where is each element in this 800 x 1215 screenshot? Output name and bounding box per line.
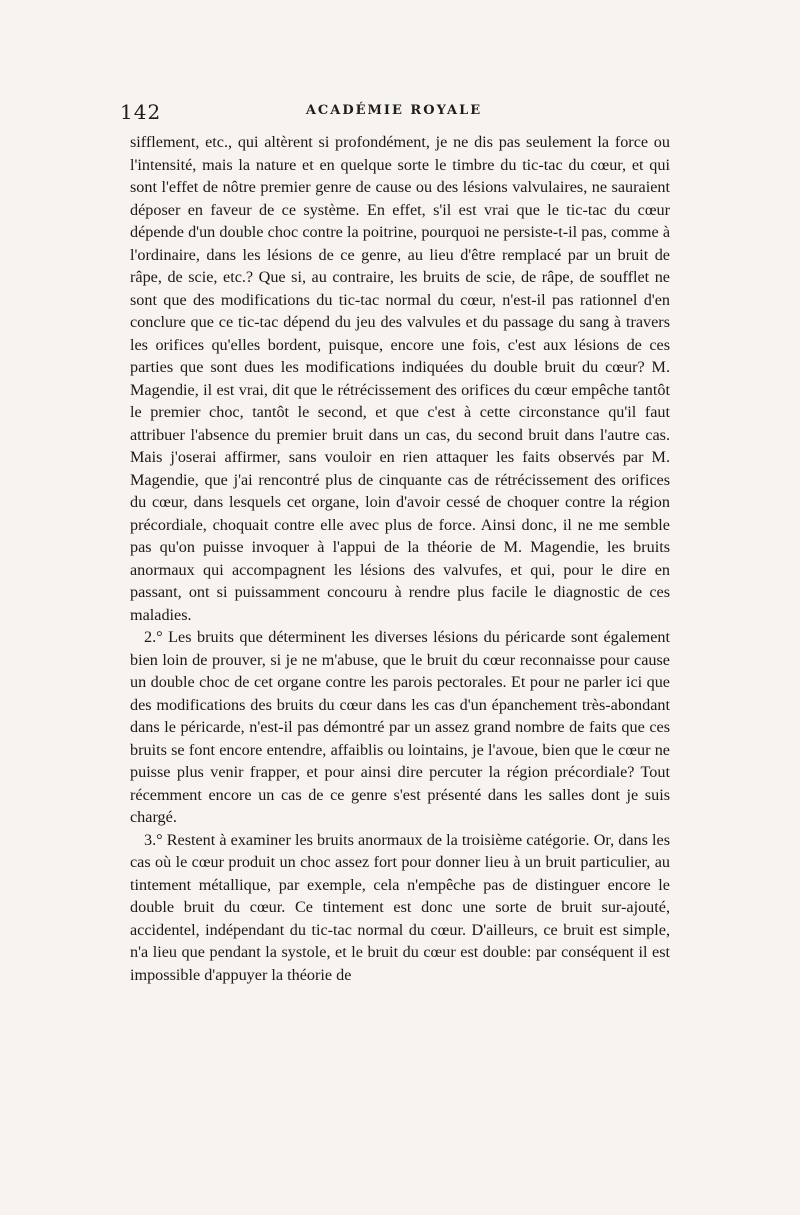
page-header [120,100,668,128]
paragraph-2 [130,626,670,829]
paragraph-2-number: 2.° [144,628,163,646]
page-number: 142 [120,100,162,124]
running-head: ACADÉMIE ROYALE [305,103,483,118]
paragraph-3 [130,829,670,987]
paragraph-1-text: sifflement, etc., qui altèrent si profondément, je ne dis pas seulement la force ou l'intensité, mais la nature et en quelque sorte le timbre du tic-tac du cœur, et qui sont l'effet de nôtre premier genre de cause ou des lésions valvulaires, ne sauraient déposer en faveur de ce système. En effet, s'il est vrai que le tic-tac du cœur dépende d'un double choc contre la poitrine, pourquoi ne persiste-t-il pas, comme à l'ordinaire, dans les lésions de ce genre, au lieu d'être remplacé par un bruit de râpe, de scie, etc.? Que si, au contraire, les bruits de scie, de râpe, de soufflet ne sont que des modifications du tic-tac normal du cœur, n'est-il pas rationnel d'en conclure que ce tic-tac dépend du jeu des valvules et du passage du sang à travers les orifices qu'elles bordent, puisque, encore une fois, c'est aux lésions de ces parties que sont dues les modifications indiquées du double bruit du cœur? M. Magendie, il est vrai, dit que le rétrécissement des orifices du cœur empêche tantôt le premier choc, tantôt le second, et que c'est à cette circonstance qu'il faut attribuer l'absence du premier bruit dans un cas, du second bruit dans l'autre cas. Mais j'oserai affirmer, sans vouloir en rien attaquer les faits observés par M. Magendie, que j'ai rencontré plus de cinquante cas de rétrécissement des orifices du cœur, dans lesquels cet organe, loin d'avoir cessé de choquer contre la région précordiale, choquait contre elle avec plus de force. Ainsi donc, il ne me semble pas qu'on puisse invoquer à l'appui de la théorie de M. Magendie, les bruits anormaux qui accompagnent les lésions des valvufes, et qui, pour le dire en passant, ont si puissamment concouru à rendre plus facile le diagnostic de ces maladies. [130,133,670,624]
paragraph-3-number: 3.° [144,830,163,849]
body-text [130,131,670,986]
paragraph-2-text: Les bruits que déterminent les diverses lésions du péricarde sont également bien loin de prouver, si je ne m'abuse, que le bruit du cœur reconnaisse pour cause un double choc de cet organe contre les parois pectorales. Et pour ne parler ici que des modifications des bruits du cœur dans les cas d'un épanchement très-abondant dans le péricarde, n'est-il pas démontré par un assez grand nombre de faits que ces bruits se font encore entendre, affaiblis ou lointains, je l'avoue, bien que le cœur ne puisse plus venir frapper, et pour ainsi dire percuter la région précordiale? Tout récemment encore un cas de ce genre s'est présenté dans les salles dont je suis chargé. [130,628,671,826]
paragraph-1 [130,131,670,626]
paragraph-3-text: Restent à examiner les bruits anormaux de la troisième catégorie. Or, dans les cas où le cœur produit un choc assez fort pour donner lieu à un bruit particulier, au tintement métallique, par exemple, cela n'empêche pas de distinguer encore le double bruit du cœur. Ce tintement est donc une sorte de bruit sur-ajouté, accidentel, indépendant du tic-tac normal du cœur. D'ailleurs, ce bruit est simple, n'a lieu que pendant la systole, et le bruit du cœur est double: par conséquent il est impossible d'appuyer la théorie de [130,830,671,984]
